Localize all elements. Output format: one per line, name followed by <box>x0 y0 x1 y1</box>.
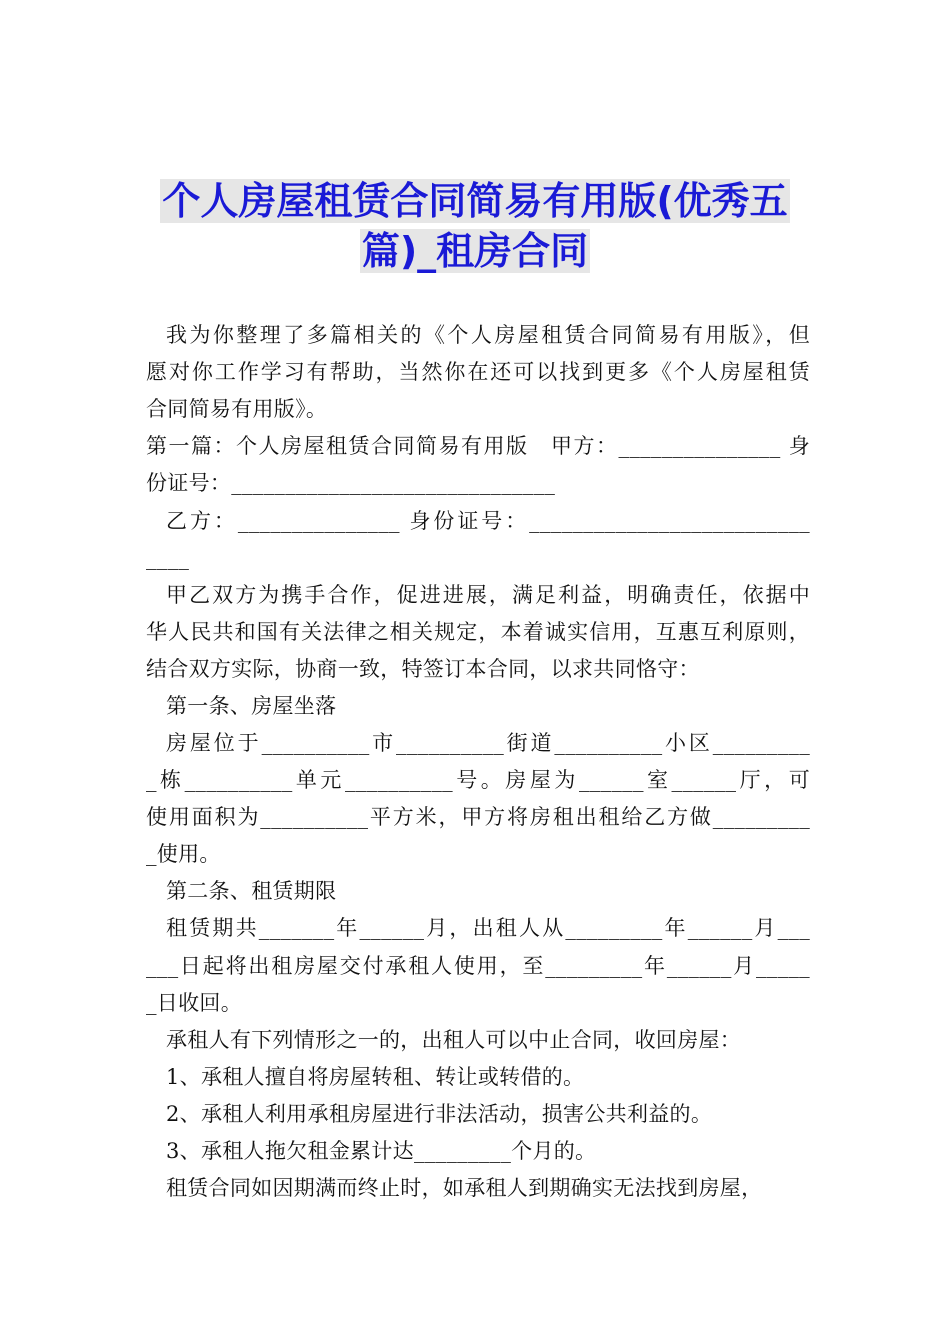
termination-item-1: 1、承租人擅自将房屋转租、转让或转借的。 <box>166 1065 585 1089</box>
article-2-line: 租赁期共_______年______月，出租人从_________年______月___ <box>166 916 810 940</box>
termination-item-3: 3、承租人拖欠租金累计达_________个月的。 <box>166 1139 597 1163</box>
party-a-id-line: 份证号：______________________________ <box>146 471 556 495</box>
article-1-heading: 第一条、房屋坐落 <box>166 694 337 718</box>
preamble-line: 甲乙双方为携手合作，促进进展，满足利益，明确责任，依据中 <box>166 583 810 607</box>
article-1-line: 使用面积为__________平方米，甲方将房租出租给乙方做_________ <box>146 805 810 829</box>
document-title-line-1: 个人房屋租赁合同简易有用版(优秀五 <box>162 179 788 223</box>
intro-paragraph-line: 愿对你工作学习有帮助，当然你在还可以找到更多《个人房屋租赁 <box>146 360 810 384</box>
preamble-line: 结合双方实际，协商一致，特签订本合同，以求共同恪守： <box>146 657 700 681</box>
article-2-line: _日收回。 <box>146 991 242 1015</box>
article-2-line: ___日起将出租房屋交付承租人使用，至_________年______月_____ <box>146 954 810 978</box>
expiry-clause-line: 租赁合同如因期满而终止时，如承租人到期确实无法找到房屋， <box>166 1176 763 1200</box>
article-1-line: 房屋位于__________市__________街道__________小区_________ <box>166 731 810 755</box>
termination-intro: 承租人有下列情形之一的，出租人可以中止合同，收回房屋： <box>166 1028 742 1052</box>
article-2-heading: 第二条、租赁期限 <box>166 879 337 903</box>
article-1-line: _使用。 <box>146 842 221 866</box>
preamble-line: 华人民共和国有关法律之相关规定，本着诚实信用，互惠互利原则， <box>146 620 810 644</box>
party-b-id-line: ____ <box>146 546 190 570</box>
termination-item-2: 2、承租人利用承租房屋进行非法活动，损害公共利益的。 <box>166 1102 713 1126</box>
document-title-line-2: 篇)_租房合同 <box>361 229 589 273</box>
party-a-line: 第一篇：个人房屋租赁合同简易有用版 甲方：_______________ 身 <box>146 434 810 458</box>
article-1-line: _栋__________单元__________号。房屋为______室______厅，可 <box>146 768 810 792</box>
intro-paragraph-line: 合同简易有用版》。 <box>146 397 328 421</box>
intro-paragraph-line: 我为你整理了多篇相关的《个人房屋租赁合同简易有用版》，但 <box>166 323 810 347</box>
party-b-line: 乙方：_______________ 身份证号：__________________________ <box>166 509 810 533</box>
